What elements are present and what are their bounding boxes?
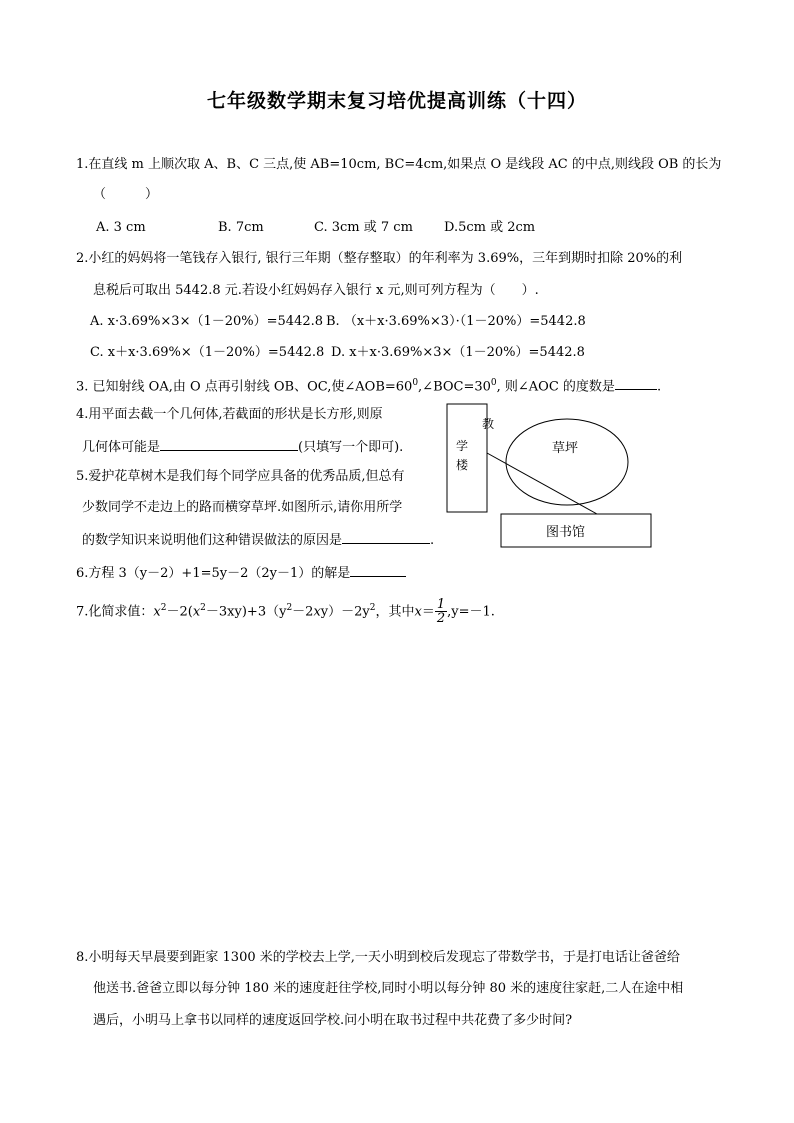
q2-option-c: C. x＋x·3.69%×（1－20%）=5442.8 [90, 345, 325, 360]
q5-text-a: 的数学知识来说明他们这种错误做法的原因是 [82, 533, 343, 548]
fraction-numerator: 1 [436, 597, 446, 613]
exponent: 2 [369, 603, 376, 613]
shortcut-path [487, 453, 597, 514]
q3-stem [76, 375, 661, 395]
q2-option-a: A. x·3.69%×3×（1－20%）=5442.8 [90, 314, 324, 329]
exponent: 2 [200, 603, 206, 613]
q2-option-b: B. （x＋x·3.69%×3）·（1－20%）=5442.8 [326, 314, 586, 329]
fraction-one-half [435, 598, 447, 625]
answer-blank [350, 564, 406, 577]
fraction-denominator: 2 [436, 611, 446, 627]
answer-blank [342, 531, 430, 544]
q8-stem-line1: 8.小明每天早晨要到距家 1300 米的学校去上学,一天小明到校后发现忘了带数学书，于是打电话让爸爸给 [76, 950, 680, 965]
q7-stem [76, 594, 495, 626]
q2-option-d: D. x＋x·3.69%×3×（1－20%）=5442.8 [331, 345, 585, 360]
school-label-2: 楼 [456, 458, 469, 472]
teach-label: 教 [482, 417, 495, 431]
q3-text-c: , 则∠AOC 的度数是 [496, 379, 615, 395]
q5-text-b: . [430, 533, 435, 548]
exponent: 2 [286, 603, 293, 613]
lawn-label: 草坪 [552, 440, 579, 455]
q4-text-a: 几何体可能是 [82, 440, 161, 455]
q8-stem-line2: 他送书.爸爸立即以每分钟 180 米的速度赶往学校,同时小明以每分钟 80 米的速度往家赶,二人在途中相 [93, 981, 684, 996]
q1-option-a: A. 3 cm [96, 220, 146, 235]
q1-stem-line2: （ ） [93, 187, 159, 202]
q7-part5: ，其中 [375, 604, 415, 620]
q2-stem-line2: 息税后可取出 5442.8 元.若设小红妈妈存入银行 x 元,则可列方程为（ ）. [93, 283, 539, 298]
answer-blank [615, 377, 657, 390]
answer-blank [160, 438, 298, 451]
q8-stem-line3: 遇后，小明马上拿书以同样的速度返回学校.问小明在取书过程中共花费了多少时间? [93, 1013, 573, 1028]
q7-label: 7.化简求值： [76, 604, 154, 620]
var-x: x [192, 604, 201, 620]
school-label-1: 学 [456, 439, 469, 453]
q6-text: 6.方程 3（y－2）+1=5y－2（2y－1）的解是 [76, 566, 351, 581]
q7-part3: －2 [292, 604, 314, 620]
degree-mark: 0 [412, 378, 419, 388]
q1-stem-line1: 1.在直线 m 上顺次取 A、B、C 三点,使 AB=10cm, BC=4cm,如果点 O 是线段 AC 的中点,则线段 OB 的长为 [76, 157, 722, 172]
q5-stem-line2: 少数同学不走边上的路而横穿草坪.如图所示,请你用所学 [82, 500, 403, 515]
q1-option-b: B. 7cm [218, 220, 264, 235]
page-title: 七年级数学期末复习培优提高训练（十四） [206, 90, 587, 112]
lawn-area [506, 419, 628, 505]
q1-option-c: C. 3cm 或 7 cm [314, 220, 413, 235]
q7-part4: y）－2y [320, 604, 370, 620]
equals-sign: ＝ [421, 604, 435, 620]
var-x: x [414, 604, 422, 620]
q2-stem-line1: 2.小红的妈妈将一笔钱存入银行, 银行三年期（整存整取）的年利率为 3.69%，三年到期时扣除 20%的利 [76, 251, 683, 266]
degree-mark: 0 [490, 378, 497, 388]
q1-option-d: D.5cm 或 2cm [444, 220, 536, 235]
q4-text-b: (只填写一个即可). [298, 440, 404, 455]
q5-stem-line3 [82, 531, 434, 549]
q4-stem-line1: 4.用平面去截一个几何体,若截面的形状是长方形,则原 [76, 407, 383, 422]
library-label: 图书馆 [546, 524, 586, 539]
var-x: x [313, 604, 321, 620]
q3-text-b: ,∠BOC=30 [418, 379, 491, 395]
q7-part2: －3xy)+3（y [205, 604, 287, 620]
var-x: x [153, 604, 161, 620]
q7-tail: ,y=－1. [447, 604, 495, 620]
q3-end: . [656, 379, 662, 395]
q4-stem-line2 [82, 438, 403, 456]
q5-stem-line1: 5.爱护花草树木是我们每个同学应具备的优秀品质,但总有 [76, 469, 405, 484]
exponent: 2 [160, 603, 167, 613]
q3-text-a: 3. 已知射线 OA,由 O 点再引射线 OB、OC,使∠AOB=60 [76, 379, 413, 395]
q6-stem [76, 564, 406, 582]
campus-diagram [440, 398, 660, 553]
q7-part1: －2( [166, 604, 193, 620]
